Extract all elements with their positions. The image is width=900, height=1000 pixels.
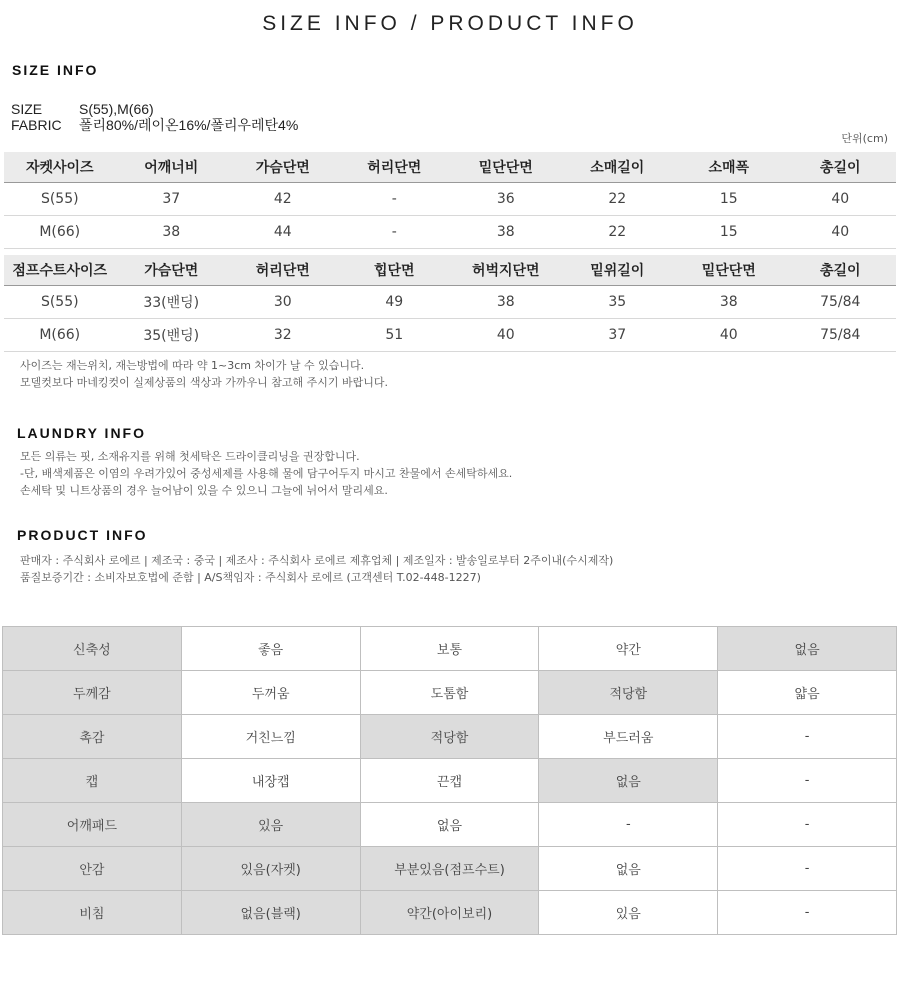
table-row: [4, 183, 896, 216]
note-line: 모든 의류는 핏, 소재유지를 위해 첫세탁은 드라이클리닝을 권장합니다.: [20, 450, 360, 463]
table-row: [4, 216, 896, 249]
attribute-option: -: [718, 847, 897, 891]
note-line: 사이즈는 재는위치, 재는방법에 따라 약 1~3cm 차이가 날 수 있습니다.: [20, 359, 365, 372]
attribute-option-selected: 약간(아이보리): [360, 891, 539, 935]
attribute-option: 두꺼움: [181, 671, 360, 715]
attribute-row: [3, 627, 897, 671]
table-cell: M(66): [4, 216, 116, 249]
product-notes: [20, 552, 613, 586]
size-label: SIZE: [11, 101, 43, 117]
attribute-option: 얇음: [718, 671, 897, 715]
table-header: 허벅지단면: [450, 255, 562, 286]
table-cell: 40: [673, 319, 785, 352]
table-cell: 15: [673, 183, 785, 216]
table-cell: 33(밴딩): [116, 286, 228, 319]
note-line: 모델컷보다 마네킹컷이 실제상품의 색상과 가까우니 참고해 주시기 바랍니다.: [20, 376, 389, 389]
attribute-label: 어깨패드: [3, 803, 182, 847]
table-header: 소매폭: [673, 152, 785, 183]
attribute-option-selected: 없음(블랙): [181, 891, 360, 935]
table-cell: 40: [450, 319, 562, 352]
table-cell: 38: [450, 286, 562, 319]
table-header: 밑위길이: [562, 255, 674, 286]
attribute-option: -: [539, 803, 718, 847]
table-cell: 22: [562, 183, 674, 216]
attribute-option-selected: 부분있음(점프수트): [360, 847, 539, 891]
note-line: 판매자 : 주식회사 로에르 | 제조국 : 중국 | 제조사 : 주식회사 로에르 제휴업체 | 제조일자 : 발송일로부터 2주이내(수시제작): [20, 554, 614, 567]
table-cell: 38: [116, 216, 228, 249]
fabric-spec-row: [11, 117, 298, 133]
table-cell: 40: [785, 183, 897, 216]
attribute-label: 캡: [3, 759, 182, 803]
table-header: 허리단면: [227, 255, 339, 286]
table-cell: -: [339, 183, 451, 216]
attribute-option: 내장캡: [181, 759, 360, 803]
size-info-heading: SIZE INFO: [12, 62, 99, 78]
attribute-option: 좋음: [181, 627, 360, 671]
size-notes: [20, 357, 388, 391]
table-header: 소매길이: [562, 152, 674, 183]
fabric-value: 폴리80%/레이온16%/폴리우레탄4%: [79, 117, 299, 133]
attribute-row: [3, 847, 897, 891]
attribute-option: 있음: [539, 891, 718, 935]
table-header: 밑단단면: [450, 152, 562, 183]
attribute-option: 없음: [539, 847, 718, 891]
table-cell: 35(밴딩): [116, 319, 228, 352]
table-cell: 22: [562, 216, 674, 249]
attribute-option-selected: 있음: [181, 803, 360, 847]
attribute-option-selected: 없음: [539, 759, 718, 803]
table-cell: S(55): [4, 183, 116, 216]
jumpsuit-header-row: [4, 255, 896, 286]
table-cell: 15: [673, 216, 785, 249]
table-cell: 51: [339, 319, 451, 352]
attribute-row: [3, 759, 897, 803]
attribute-option: -: [718, 715, 897, 759]
table-cell: 37: [562, 319, 674, 352]
unit-label: 단위(cm): [841, 132, 888, 145]
table-cell: M(66): [4, 319, 116, 352]
table-row: [4, 286, 896, 319]
jacket-header-row: [4, 152, 896, 183]
table-cell: 35: [562, 286, 674, 319]
table-cell: 40: [785, 216, 897, 249]
attribute-option: 거친느낌: [181, 715, 360, 759]
attribute-row: [3, 803, 897, 847]
note-line: 손세탁 및 니트상품의 경우 늘어남이 있을 수 있으니 그늘에 뉘어서 말리세요.: [20, 484, 388, 497]
table-header: 총길이: [785, 152, 897, 183]
attribute-option-selected: 적당함: [360, 715, 539, 759]
jacket-size-table: [4, 152, 896, 249]
table-cell: 75/84: [785, 286, 897, 319]
spec-block: [11, 101, 298, 133]
attribute-option: -: [718, 803, 897, 847]
attribute-row: [3, 891, 897, 935]
attribute-option-selected: 적당함: [539, 671, 718, 715]
table-header: 어깨너비: [116, 152, 228, 183]
laundry-info-heading: LAUNDRY INFO: [17, 425, 146, 441]
attribute-row: [3, 671, 897, 715]
table-cell: 38: [673, 286, 785, 319]
attribute-option: 부드러움: [539, 715, 718, 759]
note-line: -단, 배색제품은 이염의 우려가있어 중성세제를 사용해 물에 담구어두지 마시고 찬물에서 손세탁하세요.: [20, 467, 513, 480]
table-cell: S(55): [4, 286, 116, 319]
attribute-label: 두께감: [3, 671, 182, 715]
attribute-option: 없음: [360, 803, 539, 847]
attribute-option-selected: 없음: [718, 627, 897, 671]
attribute-option: 보통: [360, 627, 539, 671]
attribute-option: 끈캡: [360, 759, 539, 803]
attribute-option: 약간: [539, 627, 718, 671]
page-title: SIZE INFO / PRODUCT INFO: [262, 12, 638, 35]
table-cell: 36: [450, 183, 562, 216]
attribute-label: 안감: [3, 847, 182, 891]
table-header: 밑단단면: [673, 255, 785, 286]
product-info-heading: PRODUCT INFO: [17, 527, 148, 543]
table-cell: 42: [227, 183, 339, 216]
size-value: S(55),M(66): [79, 101, 154, 117]
attribute-label: 비침: [3, 891, 182, 935]
attribute-option: -: [718, 759, 897, 803]
attribute-option: -: [718, 891, 897, 935]
table-cell: 37: [116, 183, 228, 216]
attribute-label: 촉감: [3, 715, 182, 759]
table-header: 힙단면: [339, 255, 451, 286]
table-cell: 49: [339, 286, 451, 319]
table-header: 총길이: [785, 255, 897, 286]
table-header: 허리단면: [339, 152, 451, 183]
attribute-option-selected: 있음(자켓): [181, 847, 360, 891]
table-cell: 30: [227, 286, 339, 319]
table-header: 자켓사이즈: [4, 152, 116, 183]
table-cell: 75/84: [785, 319, 897, 352]
table-header: 가슴단면: [227, 152, 339, 183]
attribute-option: 도톰함: [360, 671, 539, 715]
attribute-grid: [2, 626, 897, 935]
jumpsuit-size-table: [4, 255, 896, 352]
size-spec-row: [11, 101, 298, 117]
note-line: 품질보증기간 : 소비자보호법에 준함 | A/S책임자 : 주식회사 로에르 (고객센터 T.02-448-1227): [20, 571, 481, 584]
table-cell: 38: [450, 216, 562, 249]
table-cell: -: [339, 216, 451, 249]
table-cell: 44: [227, 216, 339, 249]
table-cell: 32: [227, 319, 339, 352]
table-row: [4, 319, 896, 352]
table-header: 가슴단면: [116, 255, 228, 286]
laundry-notes: [20, 448, 512, 499]
fabric-label: FABRIC: [11, 117, 62, 133]
attribute-row: [3, 715, 897, 759]
table-header: 점프수트사이즈: [4, 255, 116, 286]
attribute-label: 신축성: [3, 627, 182, 671]
